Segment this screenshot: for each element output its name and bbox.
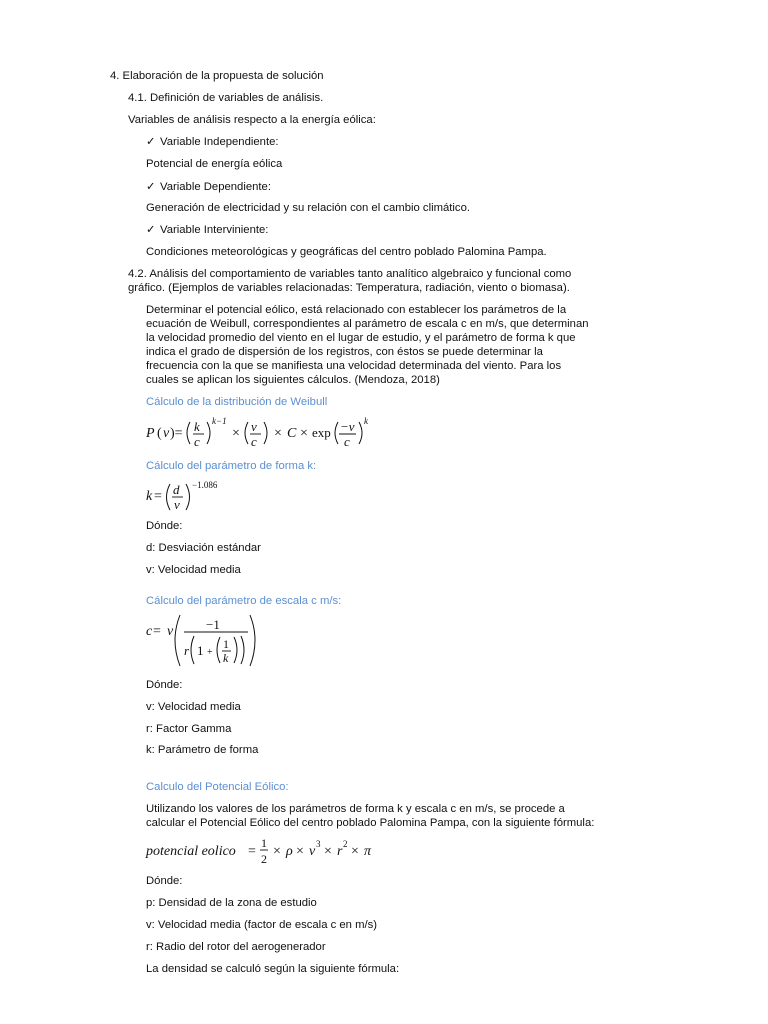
variable-desc: Generación de electricidad y su relación con el cambio climático. [146, 202, 471, 214]
svg-text:×: × [232, 426, 240, 441]
intro-line: indica el grado de dispersión de los registros, con éstos se puede determinar la [146, 346, 543, 358]
svg-text:v: v [174, 497, 180, 512]
potential-line: Utilizando los valores de los parámetros de forma k y escala c en m/s, se procede a [146, 803, 565, 815]
svg-text:)=: )= [170, 426, 183, 441]
subsection-4-2-line2: gráfico. (Ejemplos de variables relacionadas: Temperatura, radiación, viento o biomasa). [128, 282, 570, 294]
scale-def: v: Velocidad media [146, 701, 241, 713]
scale-donde: Dónde: [146, 679, 183, 691]
potential-def: p: Densidad de la zona de estudio [146, 897, 317, 909]
svg-text:r: r [337, 844, 343, 859]
svg-text:exp: exp [312, 425, 331, 440]
svg-text:−1: −1 [206, 617, 220, 632]
svg-text:k: k [223, 651, 229, 665]
scale-heading: Cálculo del parámetro de escala c m/s: [146, 595, 342, 607]
potential-donde: Dónde: [146, 875, 183, 887]
subsection-4-1: 4.1. Definición de variables de análisis. [128, 92, 324, 104]
svg-text:k−1: k−1 [212, 416, 227, 426]
svg-text:P: P [146, 426, 155, 441]
potential-line: calcular el Potencial Eólico del centro poblado Palomina Pampa, con la siguiente fórmula: [146, 817, 595, 829]
checkmark-icon: ✓ [146, 224, 156, 236]
svg-text:×: × [324, 844, 332, 859]
svg-text:=: = [248, 844, 256, 859]
svg-text:3: 3 [316, 839, 321, 849]
weibull-formula [144, 412, 374, 452]
svg-text:c: c [194, 434, 200, 449]
svg-text:π: π [364, 844, 372, 859]
svg-text:1: 1 [223, 637, 229, 651]
svg-text:d: d [173, 482, 180, 497]
svg-text:1: 1 [261, 836, 267, 850]
svg-text:1: 1 [197, 643, 204, 658]
variable-item: ✓ Variable Interviniente: [146, 224, 269, 236]
svg-text:×: × [351, 844, 359, 859]
potential-heading: Calculo del Potencial Eólico: [146, 781, 289, 793]
svg-text:ρ: ρ [286, 844, 293, 859]
variable-item: ✓ Variable Dependiente: [146, 181, 271, 193]
svg-text:v: v [309, 844, 316, 859]
svg-text:r: r [184, 643, 190, 658]
svg-text:v: v [251, 419, 257, 434]
svg-text:c: c [146, 624, 153, 639]
intro-line: cuales se aplican los siguientes cálculos. (Mendoza, 2018) [146, 374, 440, 386]
svg-text:k: k [194, 419, 200, 434]
svg-text:×: × [300, 426, 308, 441]
potential-def: v: Velocidad media (factor de escala c en m/s) [146, 919, 378, 931]
shape-formula [144, 476, 264, 516]
svg-text:×: × [274, 426, 282, 441]
svg-text:−1.086: −1.086 [192, 480, 218, 490]
svg-text:=: = [153, 624, 161, 639]
svg-text:k: k [364, 416, 368, 426]
scale-def: k: Parámetro de forma [146, 744, 259, 756]
section-title: 4. Elaboración de la propuesta de solución [110, 70, 324, 82]
svg-text:+: + [207, 647, 213, 658]
svg-text:k: k [146, 489, 153, 504]
variable-item: ✓ Variable Independiente: [146, 136, 279, 148]
intro-line: Determinar el potencial eólico, está relacionado con establecer los parámetros de la [146, 304, 567, 316]
svg-text:v: v [163, 426, 170, 441]
svg-text:−v: −v [340, 419, 355, 434]
svg-text:2: 2 [343, 839, 348, 849]
svg-text:2: 2 [261, 852, 267, 866]
intro-line: ecuación de Weibull, correspondientes al parámetro de escala c en m/s, que determinan [146, 318, 589, 330]
svg-text:(: ( [157, 426, 162, 441]
checkmark-icon: ✓ [146, 136, 156, 148]
svg-text:=: = [154, 489, 162, 504]
shape-def: v: Velocidad media [146, 564, 241, 576]
svg-text:c: c [251, 434, 257, 449]
potential-formula [144, 832, 394, 872]
weibull-heading: Cálculo de la distribución de Weibull [146, 396, 328, 408]
svg-text:v: v [167, 624, 174, 639]
scale-formula [144, 612, 264, 672]
variable-desc: Potencial de energía eólica [146, 158, 283, 170]
variables-heading: Variables de análisis respecto a la energía eólica: [128, 114, 376, 126]
scale-def: r: Factor Gamma [146, 723, 232, 735]
shape-def: d: Desviación estándar [146, 542, 261, 554]
svg-text:potencial eolico: potencial eolico [146, 844, 236, 859]
svg-text:c: c [344, 434, 350, 449]
svg-text:×: × [273, 844, 281, 859]
shape-donde: Dónde: [146, 520, 183, 532]
potential-def: r: Radio del rotor del aerogenerador [146, 941, 326, 953]
checkmark-icon: ✓ [146, 181, 156, 193]
subsection-4-2-line1: 4.2. Análisis del comportamiento de variables tanto analítico algebraico y funcional como [128, 268, 572, 280]
intro-line: frecuencia con la que se manifiesta una velocidad determinada del viento. Para los [146, 360, 562, 372]
density-line: La densidad se calculó según la siguiente fórmula: [146, 963, 400, 975]
svg-text:C: C [287, 426, 297, 441]
intro-line: la velocidad promedio del viento en el lugar de estudio, y el parámetro de forma k que [146, 332, 576, 344]
svg-text:×: × [296, 844, 304, 859]
variable-desc: Condiciones meteorológicas y geográficas del centro poblado Palomina Pampa. [146, 246, 547, 258]
shape-heading: Cálculo del parámetro de forma k: [146, 460, 317, 472]
